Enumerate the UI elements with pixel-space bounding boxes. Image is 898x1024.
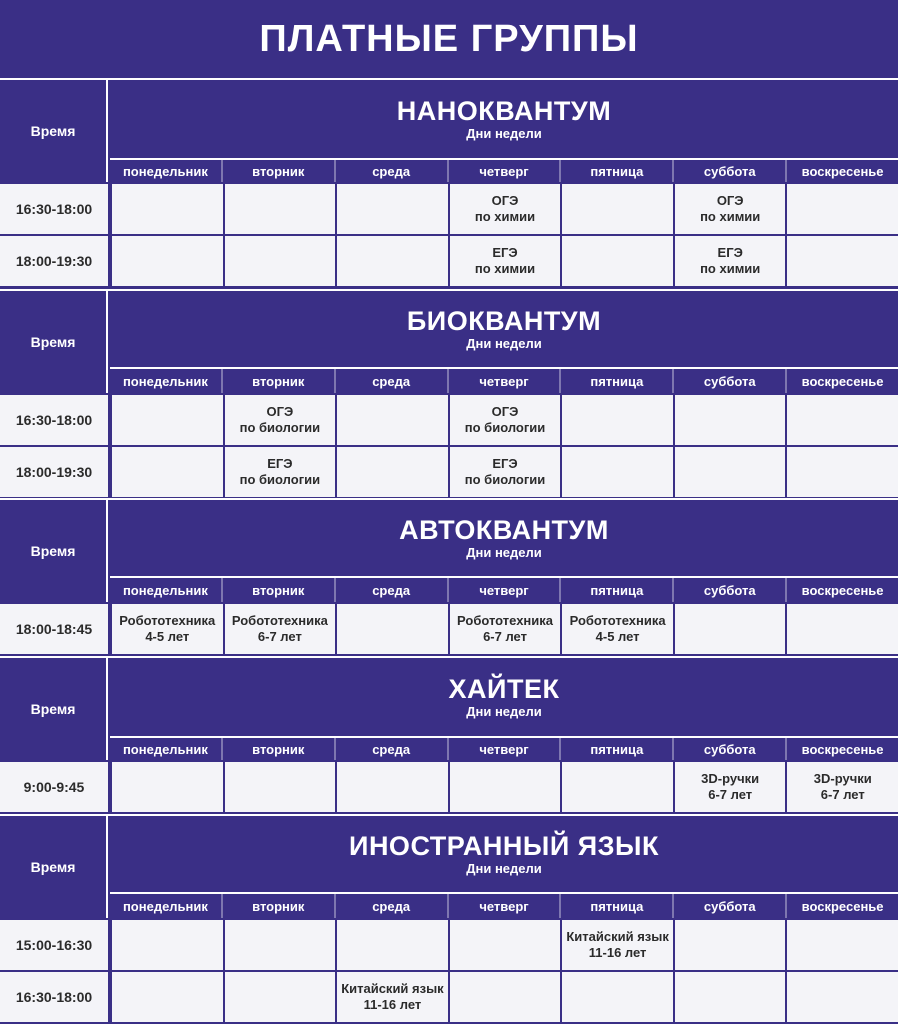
time-cell: 16:30-18:00	[0, 972, 108, 1022]
day-header: вторник	[221, 160, 334, 182]
schedule-cell	[112, 236, 223, 286]
time-cell: 18:00-18:45	[0, 604, 108, 654]
day-header: понедельник	[122, 582, 208, 598]
table-row	[0, 602, 898, 654]
cell-line: по биологии	[239, 420, 321, 435]
cell-line: 6-7 лет	[820, 787, 865, 802]
schedule-cell	[450, 604, 561, 654]
section-header	[110, 816, 898, 892]
time-header: Время	[0, 291, 108, 393]
cell-line: по химии	[700, 209, 761, 224]
schedule-cell	[675, 920, 786, 970]
time-header: Время	[0, 500, 108, 602]
cell-line: 3D-ручки	[813, 771, 872, 786]
schedule-cell	[337, 972, 448, 1022]
days-label: Дни недели	[466, 704, 542, 719]
schedule-cell	[225, 395, 336, 445]
schedule-cell	[562, 604, 673, 654]
schedule-cell	[112, 395, 223, 445]
cell-line: по биологии	[464, 420, 546, 435]
day-header: вторник	[221, 578, 334, 602]
days-row	[110, 367, 898, 393]
cell-line: 4-5 лет	[145, 629, 190, 644]
day-header: воскресенье	[785, 738, 898, 760]
schedule-cell	[562, 184, 673, 234]
cell-line: 4-5 лет	[595, 629, 640, 644]
schedule-cell	[337, 762, 448, 812]
schedule-cell	[225, 972, 336, 1022]
day-header: суббота	[672, 894, 785, 918]
cell-line: по химии	[474, 209, 536, 224]
days-row	[110, 736, 898, 760]
table-row	[0, 970, 898, 1022]
day-header: понедельник	[122, 373, 208, 389]
time-cell: 18:00-19:30	[0, 236, 108, 286]
schedule-cell	[787, 236, 898, 286]
day-header: пятница	[559, 160, 672, 182]
days-row	[110, 576, 898, 602]
cell-line: ОГЭ	[266, 404, 294, 419]
section-4	[0, 814, 898, 1020]
schedule-cell	[450, 920, 561, 970]
section-1	[0, 289, 898, 495]
day-header: четверг	[447, 160, 560, 182]
schedule-cell	[450, 236, 561, 286]
cell-line: ОГЭ	[716, 193, 744, 208]
schedule-cell	[225, 920, 336, 970]
day-header: четверг	[447, 578, 560, 602]
cell-line: 3D-ручки	[701, 771, 760, 786]
cell-line: 6-7 лет	[708, 787, 753, 802]
day-header: среда	[334, 578, 447, 602]
cell-line: Робототехника	[569, 613, 666, 628]
day-header: воскресенье	[785, 578, 898, 602]
cell-line: 11-16 лет	[363, 997, 422, 1012]
cell-line: Китайский язык	[566, 929, 669, 944]
schedule-cell	[450, 184, 561, 234]
time-header: Время	[0, 816, 108, 918]
cell-line: ОГЭ	[491, 404, 519, 419]
table-row	[0, 918, 898, 970]
day-header: среда	[334, 369, 447, 393]
day-header: понедельник	[122, 898, 208, 914]
schedule-cell	[787, 762, 898, 812]
cell-line: ЕГЭ	[267, 456, 293, 471]
schedule-cell	[450, 447, 561, 497]
day-header: вторник	[221, 738, 334, 760]
days-label: Дни недели	[466, 336, 542, 351]
schedule-cell	[787, 395, 898, 445]
section-3	[0, 656, 898, 810]
schedule-cell	[562, 920, 673, 970]
schedule-cell	[112, 184, 223, 234]
schedule-cell	[112, 762, 223, 812]
table-row	[0, 182, 898, 234]
day-header: среда	[334, 894, 447, 918]
days-row	[110, 892, 898, 918]
day-header: пятница	[559, 738, 672, 760]
schedule-cell	[112, 604, 223, 654]
cell-line: Китайский язык	[341, 981, 444, 996]
schedule-cell	[675, 395, 786, 445]
schedule-cell	[562, 762, 673, 812]
section-header	[110, 291, 898, 367]
schedule-cell	[675, 447, 786, 497]
day-header: четверг	[447, 738, 560, 760]
day-header: пятница	[559, 578, 672, 602]
section-title: НАНОКВАНТУМ	[396, 96, 612, 126]
section-0	[0, 78, 898, 284]
day-header: суббота	[672, 160, 785, 182]
schedule-cell	[337, 447, 448, 497]
cell-line: по биологии	[464, 472, 546, 487]
time-cell: 9:00-9:45	[0, 762, 108, 812]
schedule-cell	[675, 972, 786, 1022]
section-title: ИНОСТРАННЫЙ ЯЗЫК	[349, 831, 659, 861]
days-label: Дни недели	[466, 126, 542, 141]
schedule-cell	[787, 447, 898, 497]
table-row	[0, 234, 898, 286]
schedule-cell	[787, 604, 898, 654]
day-header: четверг	[447, 894, 560, 918]
section-title: ХАЙТЕК	[448, 674, 560, 704]
day-header: суббота	[672, 578, 785, 602]
table-row	[0, 445, 898, 497]
schedule-cell	[225, 184, 336, 234]
time-cell: 16:30-18:00	[0, 184, 108, 234]
section-2	[0, 498, 898, 652]
day-header: понедельник	[122, 163, 208, 179]
cell-line: ЕГЭ	[492, 456, 518, 471]
cell-line: по биологии	[239, 472, 321, 487]
schedule-cell	[562, 236, 673, 286]
schedule-cell	[675, 236, 786, 286]
day-header: пятница	[559, 894, 672, 918]
cell-line: 6-7 лет	[257, 629, 302, 644]
schedule-cell	[337, 604, 448, 654]
day-header: суббота	[672, 738, 785, 760]
schedule-cell	[787, 972, 898, 1022]
section-title: АВТОКВАНТУМ	[399, 515, 609, 545]
schedule-cell	[562, 447, 673, 497]
schedule-cell	[562, 395, 673, 445]
schedule-cell	[112, 920, 223, 970]
section-header	[110, 500, 898, 576]
schedule-cell	[787, 184, 898, 234]
schedule-cell	[450, 395, 561, 445]
schedule-cell	[337, 236, 448, 286]
cell-line: по химии	[700, 261, 761, 276]
table-row	[0, 393, 898, 445]
section-header	[110, 658, 898, 736]
time-cell: 18:00-19:30	[0, 447, 108, 497]
schedule-cell	[787, 920, 898, 970]
schedule-cell	[225, 447, 336, 497]
schedule-cell	[112, 972, 223, 1022]
cell-line: Робототехника	[119, 613, 216, 628]
day-header: четверг	[447, 369, 560, 393]
schedule-cell	[675, 184, 786, 234]
day-header: воскресенье	[785, 894, 898, 918]
day-header: вторник	[221, 894, 334, 918]
cell-line: 6-7 лет	[483, 629, 527, 644]
schedule-cell	[337, 184, 448, 234]
day-header: вторник	[221, 369, 334, 393]
days-label: Дни недели	[466, 545, 542, 560]
schedule-cell	[225, 762, 336, 812]
section-title: БИОКВАНТУМ	[406, 306, 602, 336]
schedule-cell	[675, 762, 786, 812]
schedule-cell	[337, 920, 448, 970]
schedule-cell	[225, 236, 336, 286]
page-title: ПЛАТНЫЕ ГРУППЫ	[259, 17, 639, 60]
schedule-cell	[675, 604, 786, 654]
day-header: среда	[334, 738, 447, 760]
cell-line: Робототехника	[231, 613, 328, 628]
schedule-cell	[450, 762, 561, 812]
schedule-cell	[225, 604, 336, 654]
day-header: среда	[334, 160, 447, 182]
time-cell: 16:30-18:00	[0, 395, 108, 445]
day-header: понедельник	[122, 741, 208, 757]
days-label: Дни недели	[466, 861, 542, 876]
time-header: Время	[0, 658, 108, 760]
schedule-cell	[450, 972, 561, 1022]
schedule-cell	[112, 447, 223, 497]
time-header: Время	[0, 80, 108, 182]
section-header	[110, 80, 898, 158]
cell-line: 11-16 лет	[588, 945, 647, 960]
day-header: воскресенье	[785, 160, 898, 182]
day-header: воскресенье	[785, 369, 898, 393]
cell-line: по химии	[474, 261, 536, 276]
time-cell: 15:00-16:30	[0, 920, 108, 970]
day-header: пятница	[559, 369, 672, 393]
table-row	[0, 760, 898, 812]
schedule-cell	[337, 395, 448, 445]
cell-line: ЕГЭ	[492, 245, 518, 260]
day-header: суббота	[672, 369, 785, 393]
cell-line: Робототехника	[457, 613, 554, 628]
cell-line: ОГЭ	[491, 193, 519, 208]
cell-line: ЕГЭ	[717, 245, 743, 260]
schedule-cell	[562, 972, 673, 1022]
days-row	[110, 158, 898, 182]
